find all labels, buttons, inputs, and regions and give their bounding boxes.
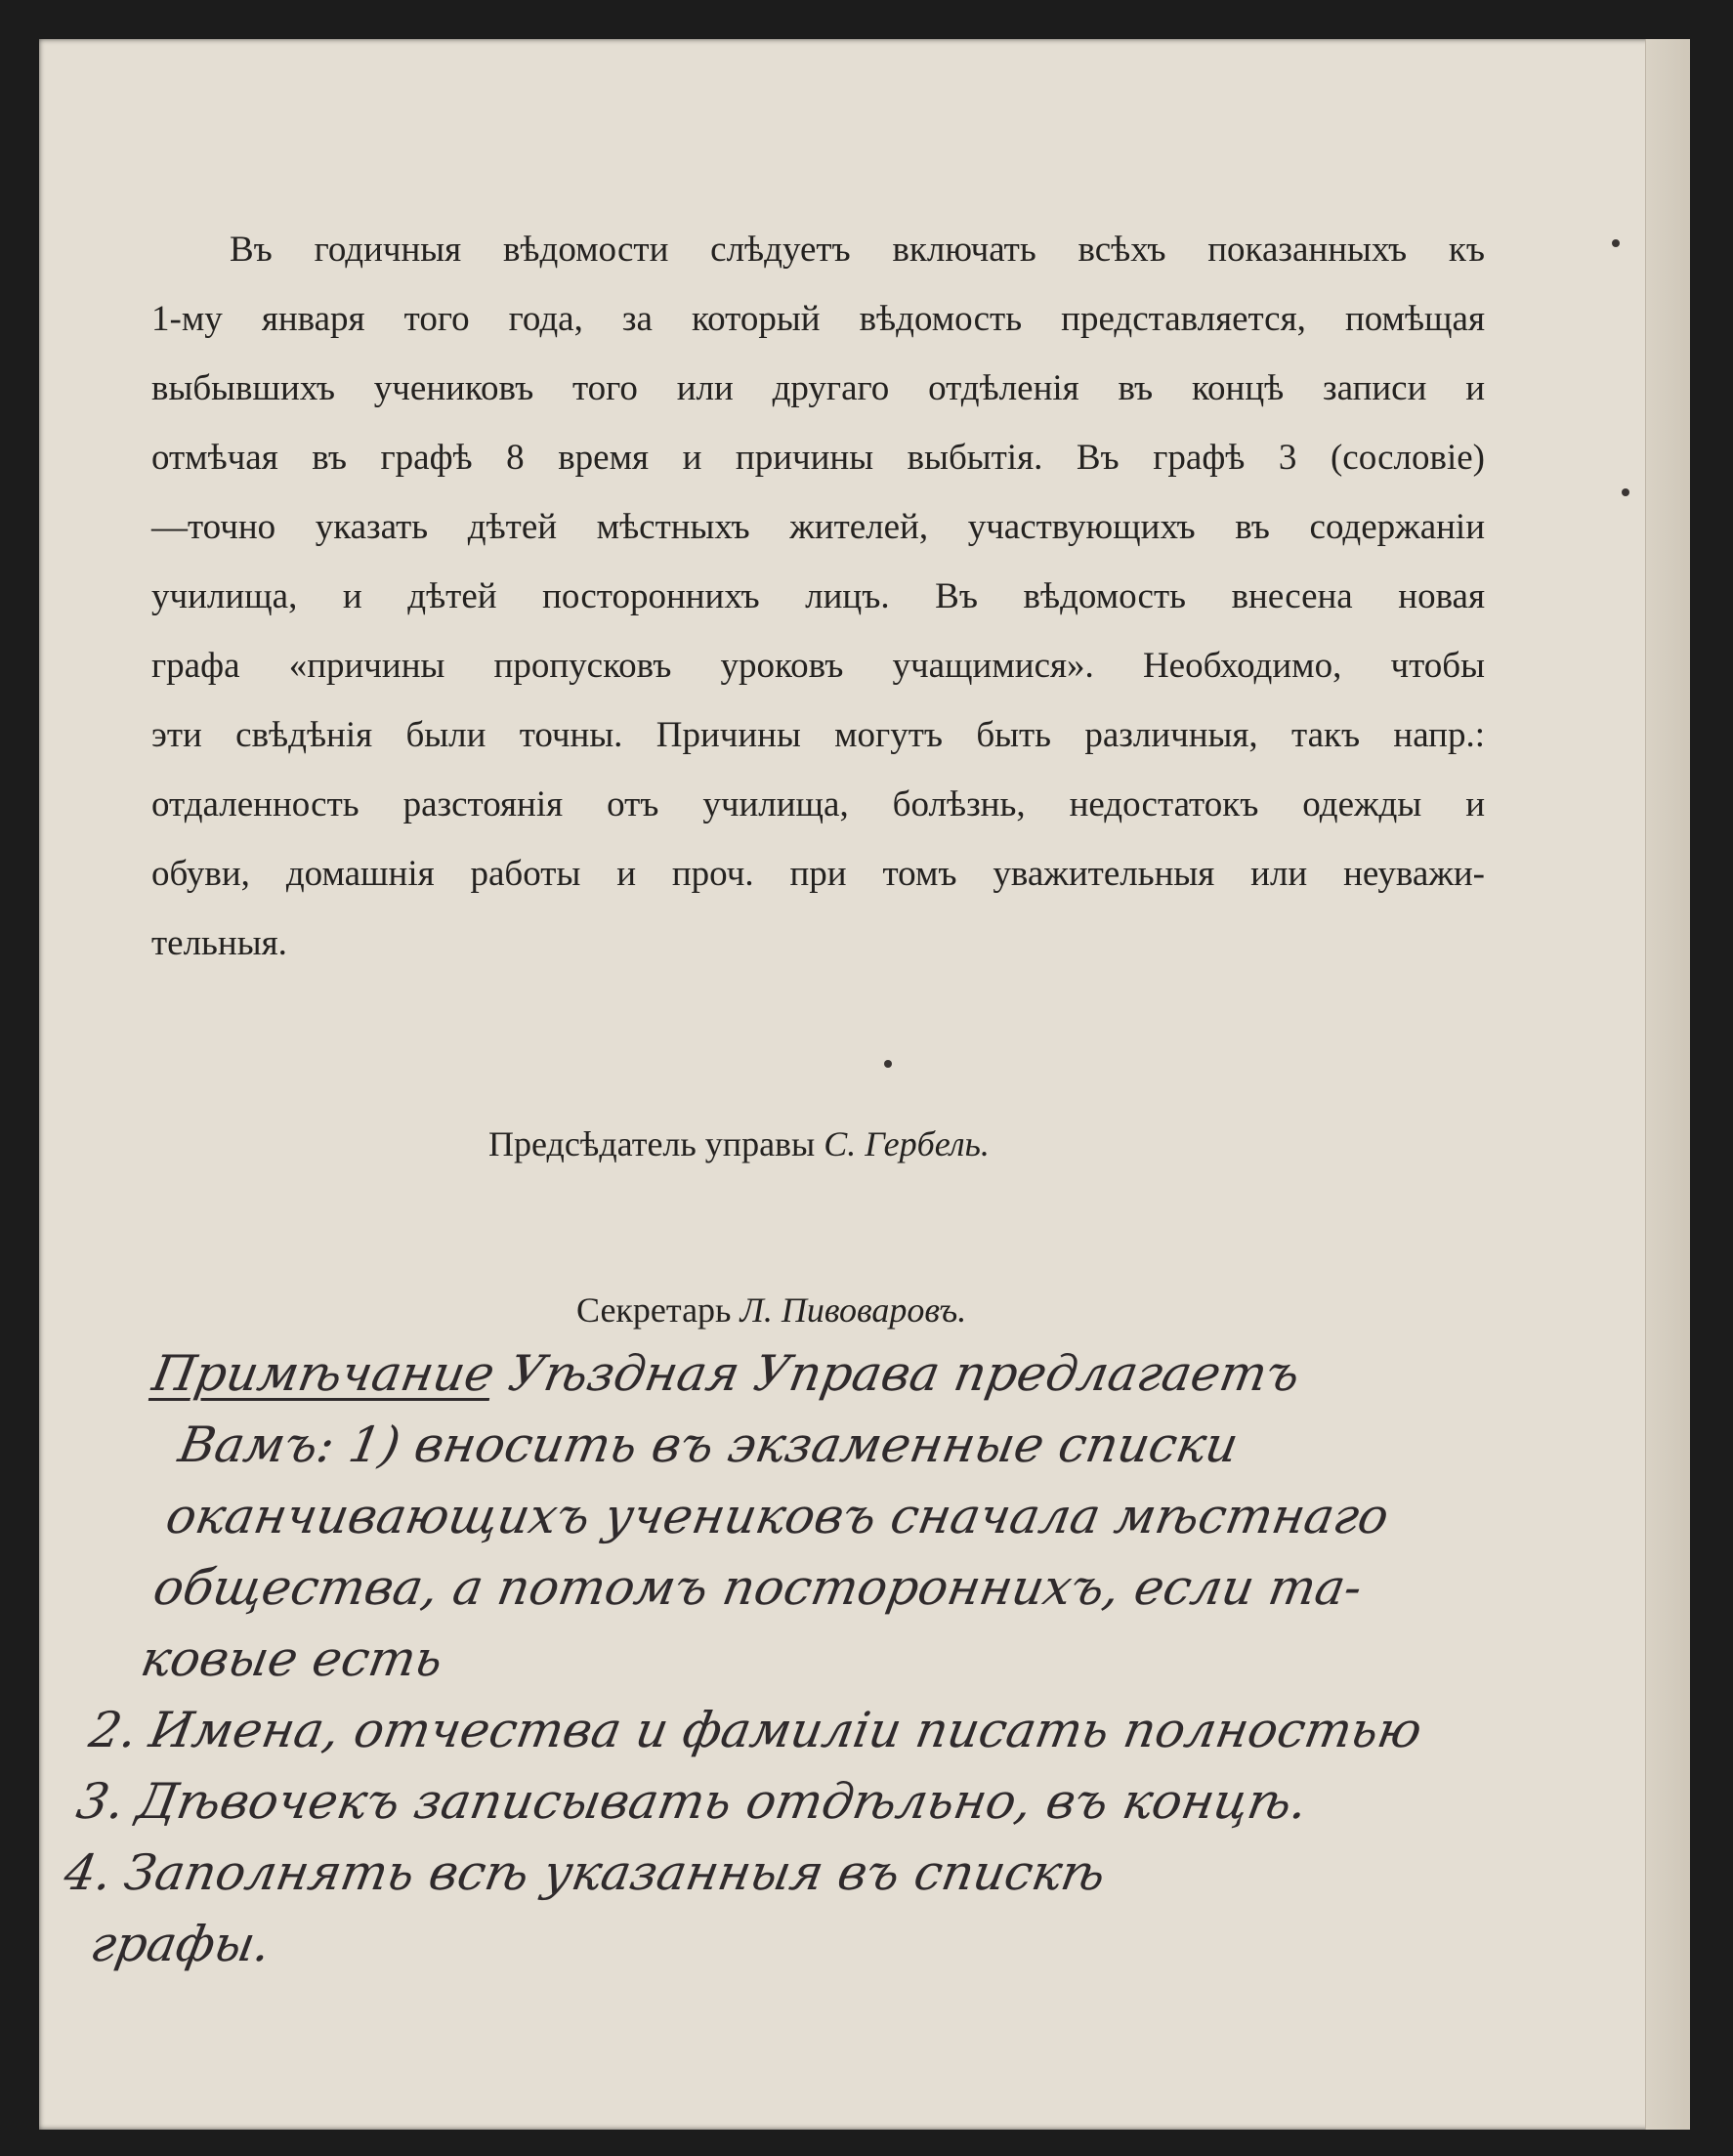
note-line: ковые есть — [136, 1630, 447, 1687]
text-line: эти свѣдѣнія были точны. Причины могутъ быть различныя, такъ напр.: — [151, 715, 1485, 755]
note-label: Примѣчание — [148, 1345, 499, 1402]
text-line: отдаленность разстоянія отъ училища, болѣзнь, недостатокъ одежды и — [151, 784, 1485, 824]
text-line: графа «причины пропусковъ уроковъ учащимися». Необходимо, чтобы — [151, 646, 1485, 686]
text-line: —точно указать дѣтей мѣстныхъ жителей, участвующихъ въ содержаніи — [151, 507, 1485, 547]
secretary-name: Л. Пивоваровъ. — [740, 1290, 967, 1330]
text-line: тельныя. — [151, 923, 287, 963]
item-number: 3. — [72, 1773, 130, 1830]
text-line: выбывшихъ учениковъ того или другаго отдѣленія въ концѣ записи и — [151, 368, 1485, 408]
item-text: Заполнять всѣ указанныя въ спискѣ — [120, 1844, 1111, 1901]
text-line: Въ годичныя вѣдомости слѣдуетъ включать всѣхъ показанныхъ къ — [230, 230, 1485, 270]
chair-signature — [488, 1123, 990, 1164]
ink-spot — [884, 1060, 892, 1068]
secretary-signature — [576, 1289, 966, 1331]
item-text: Имена, отчества и фамиліи писать полностью — [145, 1702, 1426, 1758]
note-item — [84, 1695, 1640, 1766]
note-line: общества, а потомъ постороннихъ, если та- — [148, 1559, 1367, 1616]
note-line: Вамъ: 1) вносить въ экзаменные списки — [174, 1416, 1243, 1473]
note-item — [59, 1838, 1615, 1909]
item-number: 2. — [85, 1702, 143, 1758]
page-edge — [1645, 39, 1690, 2130]
item-text: Дѣвочекъ записывать отдѣльно, въ концѣ. — [132, 1773, 1312, 1830]
chair-name: С. Гербель. — [824, 1124, 990, 1163]
handwritten-note — [46, 1338, 1703, 1980]
printed-instructions — [151, 215, 1485, 978]
note-line — [147, 1338, 1703, 1410]
text-line: отмѣчая въ графѣ 8 время и причины выбытія. Въ графѣ 3 (сословіе) — [151, 438, 1485, 478]
ink-spot — [1622, 488, 1629, 496]
note-item — [71, 1766, 1627, 1838]
chair-title: Предсѣдатель управы — [488, 1124, 816, 1163]
item-number: 4. — [60, 1844, 117, 1901]
ink-spot — [1612, 239, 1620, 247]
note-text: Уѣздная Управа предлагаетъ — [504, 1345, 1305, 1402]
note-line: графы. — [86, 1916, 275, 1972]
text-line: 1-му января того года, за который вѣдомость представляется, помѣщая — [151, 299, 1485, 339]
secretary-title: Секретарь — [576, 1290, 732, 1330]
text-line: училища, и дѣтей постороннихъ лицъ. Въ вѣдомость внесена новая — [151, 576, 1485, 616]
text-line: обуви, домашнія работы и проч. при томъ уважительныя или неуважи- — [151, 854, 1485, 894]
note-line: оканчивающихъ учениковъ сначала мѣстнаго — [161, 1488, 1393, 1544]
